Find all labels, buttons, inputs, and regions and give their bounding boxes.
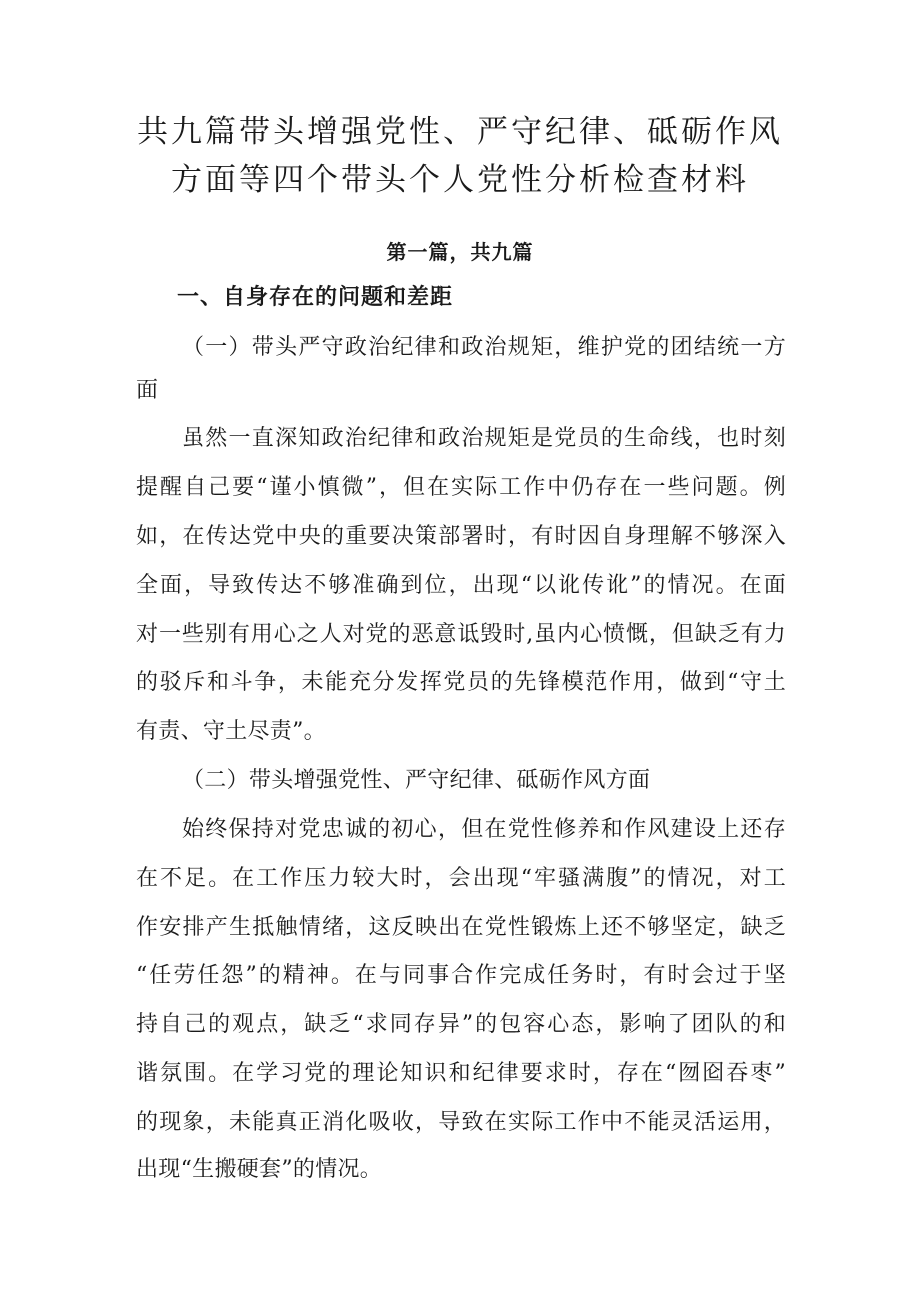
subsection-2-heading: （二）带头增强党性、严守纪律、砥砺作风方面: [182, 768, 651, 793]
paragraph-2-line: 持自己的观点，缺乏“求同存异”的包容心态，影响了团队的和: [136, 1012, 786, 1037]
subsection-1-heading-line-1: （一）带头严守政治纪律和政治规矩，维护党的团结统一方: [182, 335, 786, 360]
paragraph-2-line: “任劳任怨”的精神。在与同事合作完成任务时，有时会过于坚: [136, 963, 786, 988]
section-heading-problems: 一、自身存在的问题和差距: [177, 284, 454, 310]
paragraph-1-line: 提醒自己要“谨小慎微”，但在实际工作中仍存在一些问题。例: [136, 475, 786, 500]
paragraph-1-line: 全面，导致传达不够准确到位，出现“以讹传讹”的情况。在面: [136, 573, 786, 598]
subsection-1-heading-line-2: 面: [136, 378, 159, 403]
paragraph-2-line: 始终保持对党忠诚的初心，但在党性修养和作风建设上还存: [182, 817, 786, 842]
paragraph-2-line: 出现“生搬硬套”的情况。: [136, 1157, 383, 1182]
document-title-line-2: 方面等四个带头个人党性分析检查材料: [171, 162, 749, 198]
chapter-label: 第一篇，共九篇: [386, 240, 534, 264]
document-title-line-1: 共九篇带头增强党性、严守纪律、砥砺作风: [137, 114, 783, 150]
paragraph-1-line: 如，在传达党中央的重要决策部署时，有时因自身理解不够深入: [136, 524, 786, 549]
paragraph-1-line: 对一些别有用心之人对党的恶意诋毁时,虽内心愤慨，但缺乏有力: [136, 622, 786, 647]
paragraph-1-line: 有责、守土尽责”。: [136, 719, 326, 744]
paragraph-2-line: 谐氛围。在学习党的理论知识和纪律要求时，存在“囫囵吞枣”: [136, 1061, 786, 1086]
paragraph-1-line: 虽然一直深知政治纪律和政治规矩是党员的生命线，也时刻: [182, 426, 786, 451]
paragraph-1-line: 的驳斥和斗争，未能充分发挥党员的先锋模范作用，做到“守土: [136, 670, 786, 695]
paragraph-2-line: 作安排产生抵触情绪，这反映出在党性锻炼上还不够坚定，缺乏: [136, 915, 786, 940]
paragraph-2-line: 在不足。在工作压力较大时，会出现“牢骚满腹”的情况，对工: [136, 866, 786, 891]
paragraph-2-line: 的现象，未能真正消化吸收，导致在实际工作中不能灵活运用，: [136, 1110, 786, 1135]
